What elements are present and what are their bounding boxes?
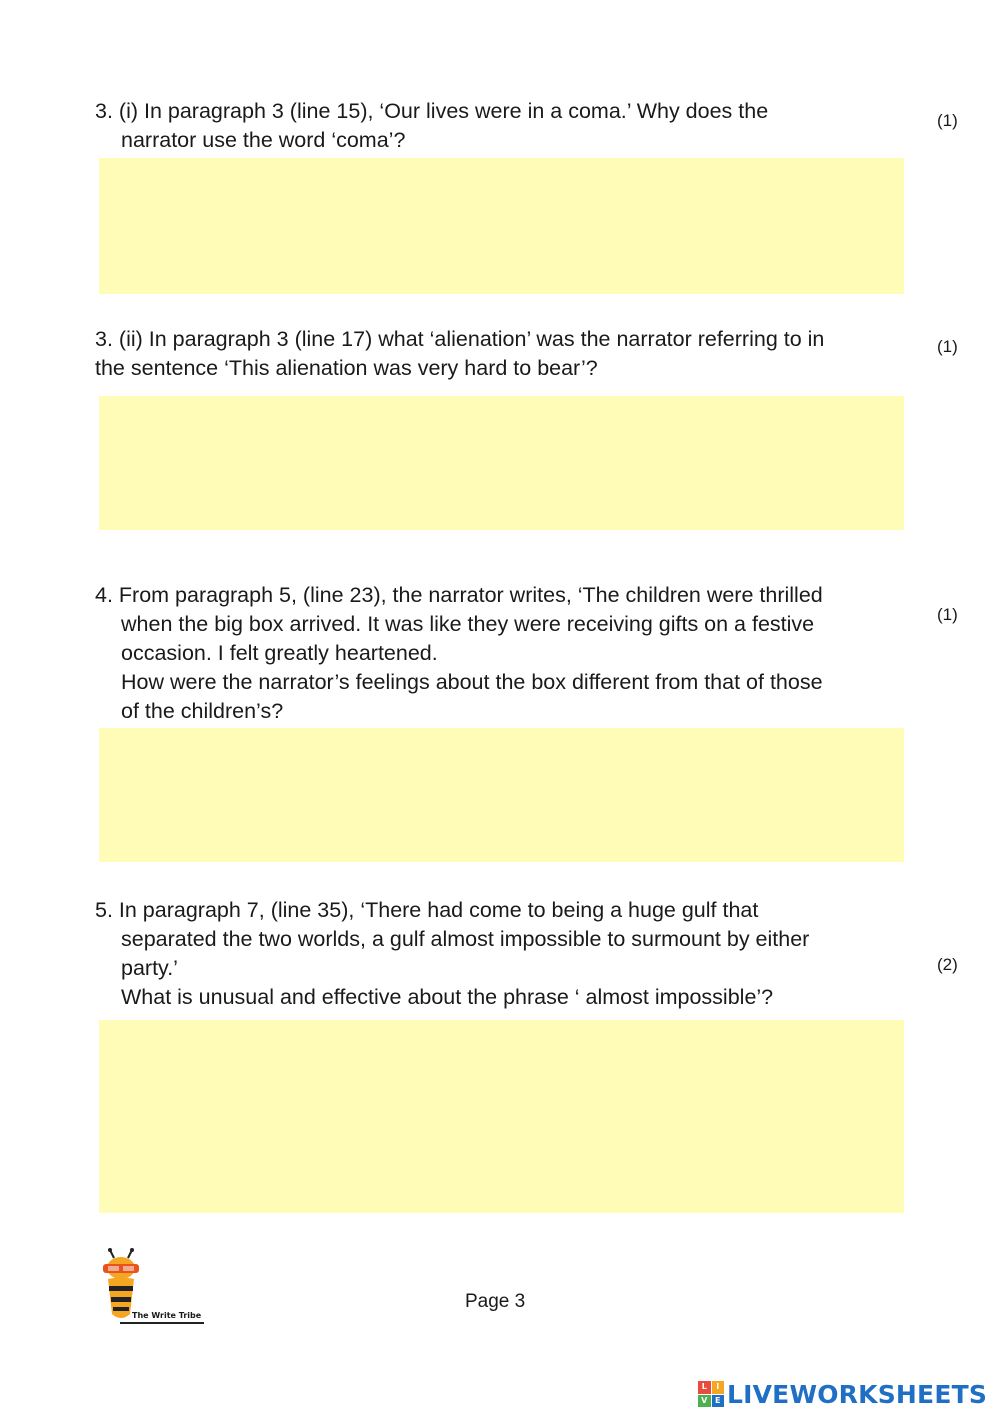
marks-label: (2) (937, 955, 958, 974)
question-4 (95, 581, 823, 726)
page-number: Page 3 (465, 1291, 526, 1312)
marks-label: (1) (937, 337, 958, 356)
question-line: 3. (ii) In paragraph 3 (line 17) what ‘alienation’ was the narrator referring to in (95, 327, 825, 351)
logo-letter: L (698, 1381, 711, 1394)
brand-text: LIVEWORKSHEETS (727, 1379, 988, 1409)
answer-box-4[interactable] (99, 728, 904, 862)
question-line: party.’ (121, 956, 178, 980)
liveworksheets-logo-icon (698, 1381, 724, 1407)
question-line: occasion. I felt greatly heartened. (121, 641, 438, 665)
question-line: What is unusual and effective about the phrase ‘ almost impossible’? (121, 985, 774, 1009)
question-line: 5. In paragraph 7, (line 35), ‘There had come to being a huge gulf that (95, 898, 759, 922)
question-3i (95, 97, 768, 155)
liveworksheets-brand[interactable] (698, 1378, 987, 1410)
question-line: when the big box arrived. It was like they were receiving gifts on a festive (121, 612, 815, 636)
answer-box-3ii[interactable] (99, 396, 904, 530)
question-line: narrator use the word ‘coma’? (121, 128, 406, 152)
logo-letter: V (698, 1395, 711, 1408)
logo-letter: I (712, 1381, 725, 1394)
question-line: How were the narrator’s feelings about the box different from that of those (121, 670, 823, 694)
question-line: 3. (i) In paragraph 3 (line 15), ‘Our lives were in a coma.’ Why does the (95, 99, 769, 123)
marks-label: (1) (937, 111, 958, 130)
question-line: the sentence ‘This alienation was very hard to bear’? (95, 356, 598, 380)
logo-text: The Write Tribe (132, 1311, 202, 1320)
question-line: 4. From paragraph 5, (line 23), the narrator writes, ‘The children were thrilled (95, 583, 823, 607)
answer-box-3i[interactable] (99, 158, 904, 294)
question-3ii (95, 325, 824, 383)
question-line: separated the two worlds, a gulf almost impossible to surmount by either (121, 927, 810, 951)
logo-letter: E (712, 1395, 725, 1408)
answer-box-5[interactable] (99, 1020, 904, 1213)
question-line: of the children’s? (121, 699, 284, 723)
question-5 (95, 896, 809, 1012)
logo-underline (120, 1322, 204, 1324)
marks-label: (1) (937, 605, 958, 624)
